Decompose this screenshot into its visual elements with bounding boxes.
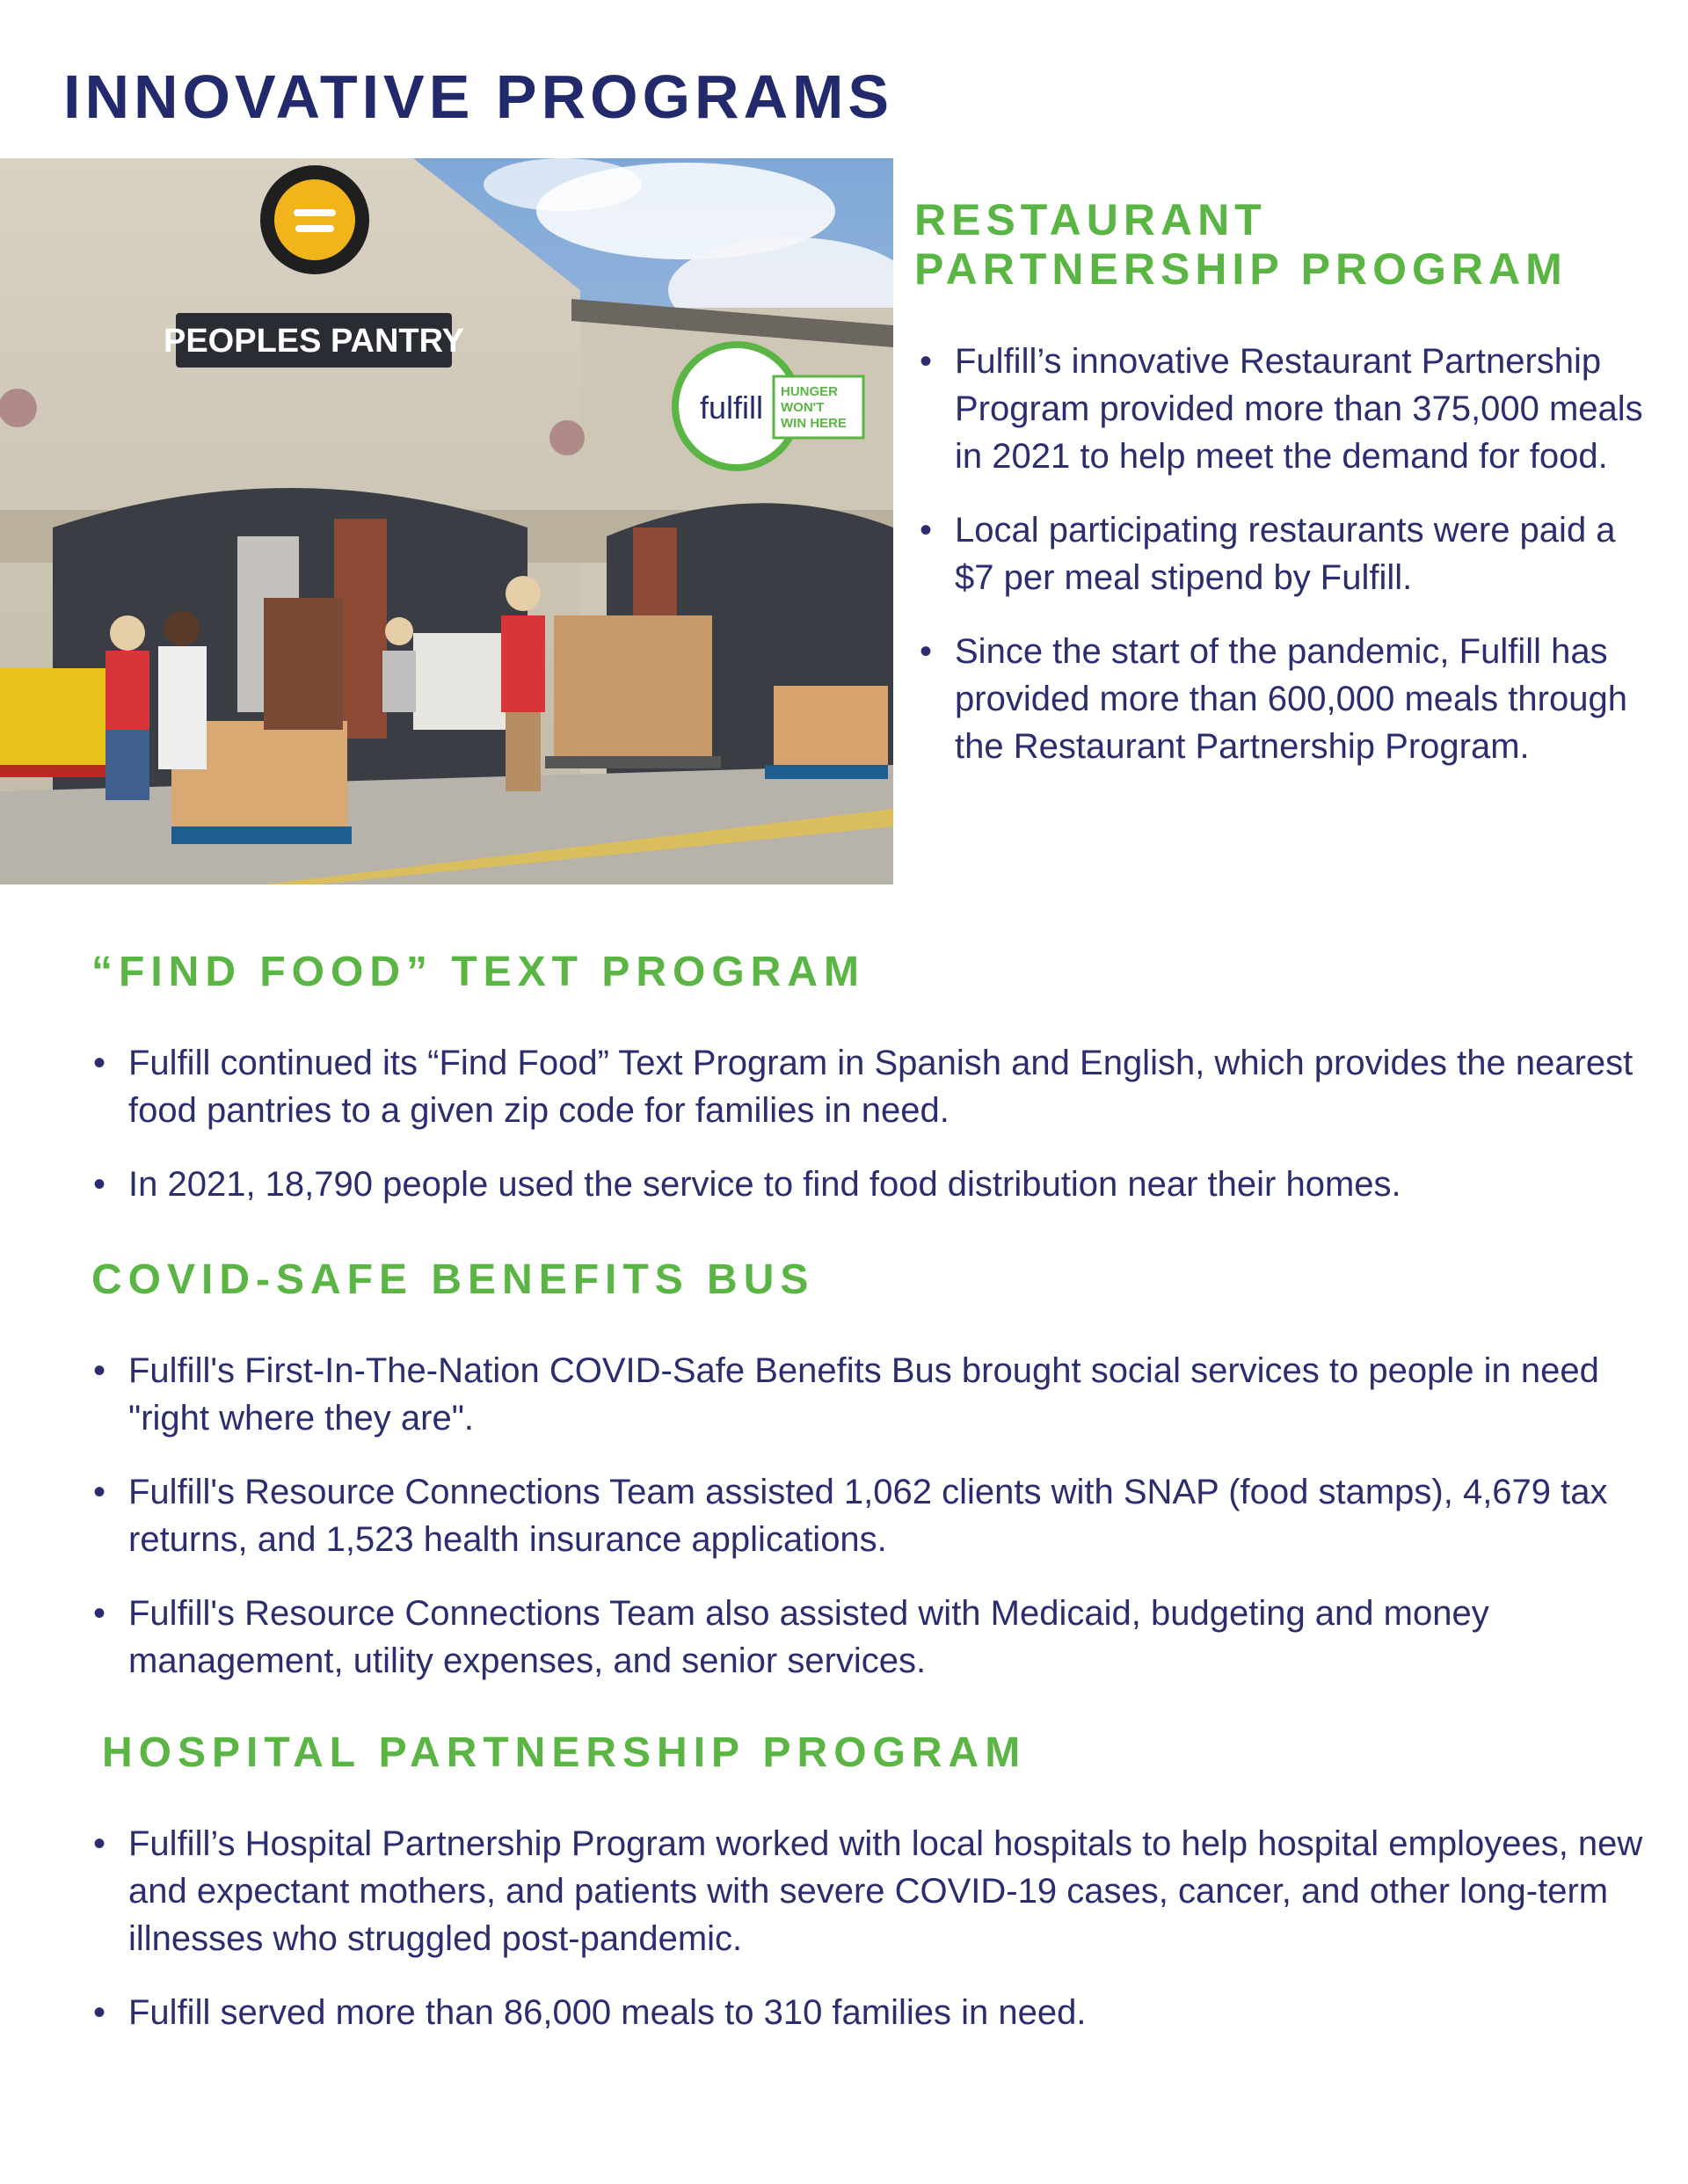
covid-bus-title: COVID-SAFE BENEFITS BUS bbox=[91, 1256, 815, 1303]
hunger-sign-line3: WIN HERE bbox=[781, 416, 847, 431]
restaurant-title-line1: RESTAURANT bbox=[914, 195, 1267, 244]
list-item: • Fulfill’s innovative Restaurant Partnership Program provided more than 375,000 meals in 2021 to help meet the demand for food. bbox=[914, 338, 1653, 480]
page-title: INNOVATIVE PROGRAMS bbox=[63, 62, 894, 131]
hospital-partnership-section bbox=[102, 1729, 1649, 2063]
list-item: • Since the start of the pandemic, Fulfill has provided more than 600,000 meals through the Restaurant Partnership Program. bbox=[914, 628, 1653, 770]
food-pantry-photo bbox=[0, 158, 893, 885]
hunger-sign-line2: WON'T bbox=[781, 400, 825, 415]
peoples-pantry-sign: PEOPLES PANTRY bbox=[163, 323, 465, 360]
restaurant-partnership-section bbox=[914, 195, 1653, 797]
list-item: • Fulfill served more than 86,000 meals to 310 families in need. bbox=[88, 1989, 1649, 2036]
find-food-bullet-list bbox=[88, 1039, 1639, 1208]
restaurant-partnership-title bbox=[914, 195, 1653, 294]
hospital-bullet-list bbox=[88, 1820, 1649, 2036]
covid-bus-bullet-list bbox=[88, 1347, 1639, 1685]
list-item: • Fulfill's Resource Connections Team also assisted with Medicaid, budgeting and money management, utility expenses, and senior services. bbox=[88, 1590, 1639, 1685]
find-food-title: “FIND FOOD” TEXT PROGRAM bbox=[91, 949, 865, 995]
restaurant-bullet-list bbox=[914, 338, 1653, 770]
hunger-sign-line1: HUNGER bbox=[781, 384, 839, 399]
list-item: • Fulfill continued its “Find Food” Text Program in Spanish and English, which provides the nearest food pantries to a given zip code for families in need. bbox=[88, 1039, 1639, 1134]
fulfill-sign-logo: fulfill bbox=[699, 389, 764, 426]
restaurant-title-line2: PARTNERSHIP PROGRAM bbox=[914, 244, 1568, 294]
list-item: • Local participating restaurants were paid a $7 per meal stipend by Fulfill. bbox=[914, 506, 1653, 601]
list-item: • In 2021, 18,790 people used the service to find food distribution near their homes. bbox=[88, 1161, 1639, 1208]
hospital-partnership-title: HOSPITAL PARTNERSHIP PROGRAM bbox=[102, 1729, 1027, 1776]
covid-bus-section bbox=[91, 1256, 1639, 1711]
list-item: • Fulfill’s Hospital Partnership Program worked with local hospitals to help hospital employees, new and expectant mothers, and patients with severe COVID-19 cases, cancer, and other long-term illnesses who struggled post-pandemic. bbox=[88, 1820, 1649, 1962]
list-item: • Fulfill's First-In-The-Nation COVID-Safe Benefits Bus brought social services to people in need "right where they are". bbox=[88, 1347, 1639, 1442]
find-food-section bbox=[91, 948, 1639, 1234]
list-item: • Fulfill's Resource Connections Team assisted 1,062 clients with SNAP (food stamps), 4,679 tax returns, and 1,523 health insurance applications. bbox=[88, 1468, 1639, 1563]
